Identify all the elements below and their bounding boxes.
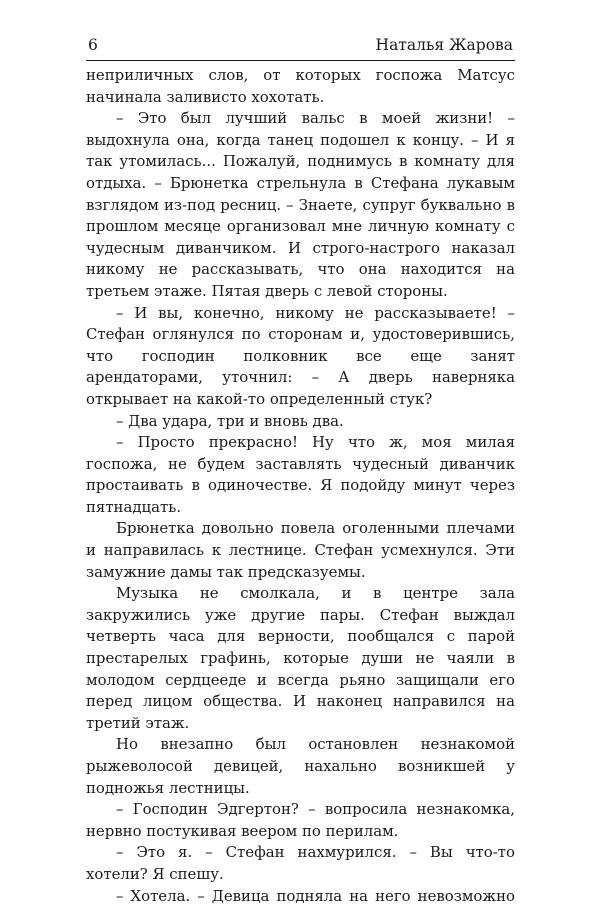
paragraph: – Хотела. – Девица подняла на него невозможно xyxy=(116,886,515,905)
body-text xyxy=(86,65,515,907)
paragraph: – Это был лучший вальс в моей жизни! – выдохнула она, когда танец подошел к концу. – И я так утомилась... Пожалуй, поднимусь в комнату для отдыха. – Брюнетка стрельнула в Стефана лукавым взглядом из-под ресниц. – Знаете, супруг буквально в прошлом месяце организовал мне личную комнату с чудесным диванчиком. И строго-настрого наказал никому не рассказывать, что она находится на третьем этаже. Пятая дверь с левой стороны. xyxy=(86,109,515,300)
running-head xyxy=(86,36,515,56)
header-rule xyxy=(86,60,515,61)
paragraph: – Просто прекрасно! Ну что ж, моя милая госпожа, не будем заставлять чудесный диванчик простаивать в одиночестве. Я подойду минут через пятнадцать. xyxy=(86,433,515,516)
paragraph: – Это я. – Стефан нахмурился. – Вы что-то хотели? Я спешу. xyxy=(86,843,515,883)
author-name: Наталья Жарова xyxy=(375,36,513,54)
paragraph: – Господин Эдгертон? – вопросила незнакомка, нервно постукивая веером по перилам. xyxy=(86,800,515,840)
paragraph: Брюнетка довольно повела оголенными плечами и направилась к лестнице. Стефан усмехнулся. Эти замужние дамы так предсказуемы. xyxy=(86,519,515,581)
paragraph: неприличных слов, от которых госпожа Матсус начинала заливисто хохотать. xyxy=(86,66,515,106)
paragraph: – И вы, конечно, никому не рассказываете! – Стефан оглянулся по сторонам и, удостоверившись, что господин полковник все еще занят арендаторами, уточнил: – А дверь наверняка открывает на какой-то определенный стук? xyxy=(86,303,515,408)
book-page xyxy=(86,36,515,907)
paragraph: Музыка не смолкала, и в центре зала закружились уже другие пары. Стефан выждал четверть часа для верности, пообщался с парой престарелых графинь, которые души не чаяли в молодом сердцееде и всегда рьяно защищали его перед лицом общества. И наконец направился на третий этаж. xyxy=(86,584,515,732)
page-number: 6 xyxy=(88,36,98,54)
paragraph: Но внезапно был остановлен незнакомой рыжеволосой девицей, нахально возникшей у подножья лестницы. xyxy=(86,735,515,797)
paragraph: – Два удара, три и вновь два. xyxy=(116,411,344,430)
